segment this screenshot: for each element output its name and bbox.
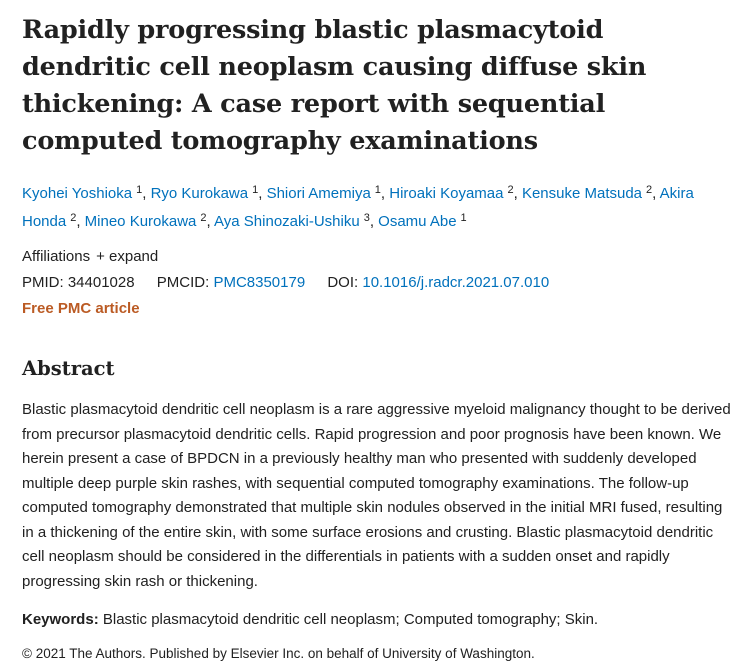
abstract-heading: Abstract [22, 357, 115, 380]
affiliation-number[interactable]: 1 [136, 184, 143, 196]
affiliation-number[interactable]: 2 [70, 212, 77, 224]
pmid-value: 34401028 [67, 274, 135, 291]
author-link[interactable] [22, 185, 142, 202]
author-name[interactable]: Kensuke Matsuda [521, 185, 643, 202]
identifiers-row [22, 273, 734, 293]
affiliation-number[interactable]: 1 [252, 184, 259, 196]
doi-label: DOI: [327, 274, 359, 291]
author-name[interactable]: Mineo Kurokawa [84, 213, 197, 230]
pmcid-link[interactable]: PMC8350179 [213, 274, 306, 291]
author-name[interactable]: Kyohei Yoshioka [22, 185, 133, 202]
affiliations-label: Affiliations [22, 248, 91, 265]
affiliation-number[interactable]: 2 [646, 184, 653, 196]
author-name[interactable]: Aya Shinozaki-Ushiku [214, 213, 360, 230]
affiliation-number[interactable]: 3 [363, 212, 370, 224]
author-link[interactable] [214, 213, 370, 230]
affiliations-row [22, 247, 734, 267]
author-name[interactable]: Shiori Amemiya [266, 185, 371, 202]
author-link[interactable] [378, 213, 467, 230]
article-page [22, 0, 734, 664]
keywords-label: Keywords: [22, 611, 99, 629]
author-link[interactable] [389, 185, 513, 202]
author-separator: , [142, 185, 151, 202]
author-link[interactable] [267, 185, 381, 202]
author-link[interactable] [522, 185, 652, 202]
author-separator: , [380, 185, 390, 202]
affiliation-number[interactable]: 1 [374, 184, 381, 196]
free-pmc-article-badge[interactable]: Free PMC article [22, 300, 140, 317]
pmid-label: PMID: [22, 274, 64, 291]
author-name[interactable]: Osamu Abe [378, 213, 457, 230]
affiliation-number[interactable]: 2 [200, 212, 207, 224]
author-name[interactable]: Ryo Kurokawa [150, 185, 249, 202]
author-separator: , [258, 185, 267, 202]
author-separator: , [76, 213, 85, 230]
author-list [22, 178, 722, 234]
author-link[interactable] [151, 185, 259, 202]
author-separator: , [652, 185, 660, 202]
author-name[interactable]: Hiroaki Koyamaa [389, 185, 504, 202]
author-link[interactable] [85, 213, 207, 230]
pmcid-label: PMCID: [156, 274, 210, 291]
abstract-text: Blastic plasmacytoid dendritic cell neoplasm is a rare aggressive myeloid malignancy thought to be derived from precursor plasmacytoid dendritic cells. Rapid progression and poor prognosis have been known. We herein present a case of BPDCN in a previously healthy man who presented with suddenly developed multiple deep purple skin rashes, with sequential computed tomography examinations. The follow-up computed tomography demonstrated that multiple skin nodules observed in the initial MRI fused, resulting in a thickening of the entire skin, with some surface erosions and crusting. Blastic plasmacytoid dendritic cell neoplasm should be considered in the differentials in patients with a sudden onset and rapidly progressing skin rash or thickening. [22, 401, 731, 590]
doi-link[interactable]: 10.1016/j.radcr.2021.07.010 [362, 274, 550, 291]
expand-affiliations-button[interactable]: + expand [96, 248, 159, 265]
author-separator: , [513, 185, 522, 202]
author-separator: , [206, 213, 215, 230]
article-title: Rapidly progressing blastic plasmacytoid dendritic cell neoplasm causing diffuse skin thickening: A case report with sequential computed tomography examinations [22, 15, 647, 156]
copyright-notice: © 2021 The Authors. Published by Elsevier Inc. on behalf of University of Washington. [22, 646, 535, 662]
keywords-value: Blastic plasmacytoid dendritic cell neoplasm; Computed tomography; Skin. [102, 611, 599, 629]
author-name[interactable]: Akira Honda [22, 185, 694, 230]
affiliation-number[interactable]: 2 [507, 184, 514, 196]
keywords-row [22, 609, 734, 631]
affiliation-number[interactable]: 1 [460, 212, 467, 224]
author-separator: , [369, 213, 379, 230]
